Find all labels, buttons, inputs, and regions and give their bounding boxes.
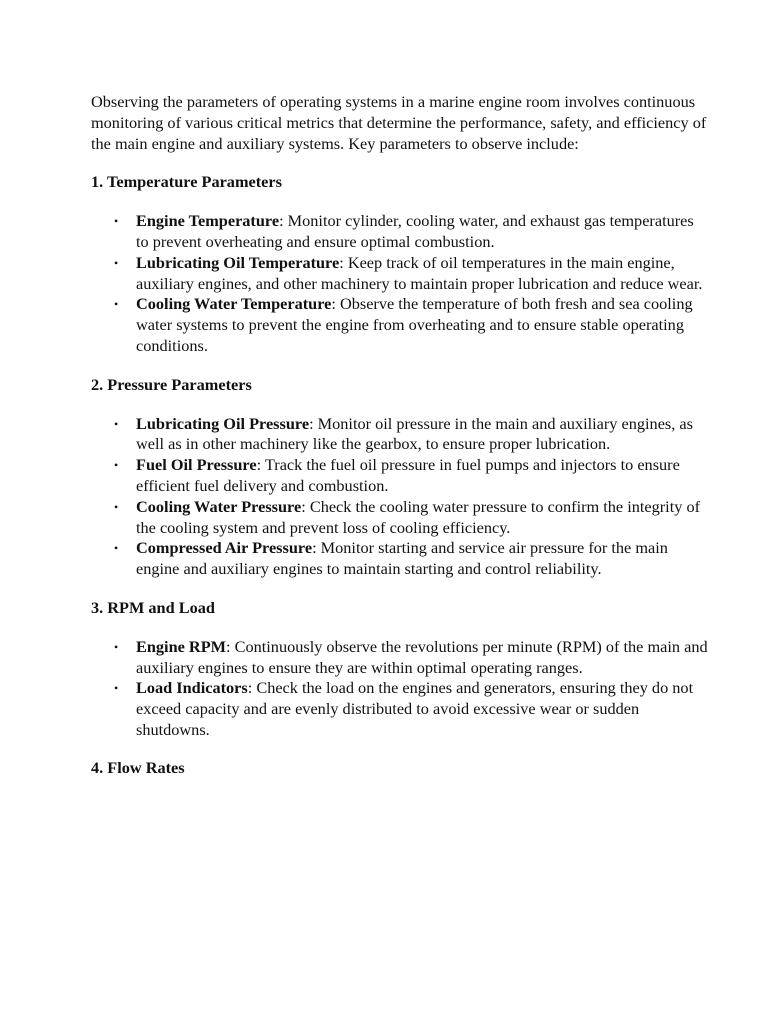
item-text: : Track the fuel oil pressure in fuel pumps and injectors to ensure efficient fuel delivery and combustion. [136, 455, 680, 495]
list-item [114, 678, 708, 740]
item-text: : Monitor cylinder, cooling water, and exhaust gas temperatures to prevent overheating and ensure optimal combustion. [136, 211, 694, 251]
list-item [114, 636, 708, 679]
bullet-icon: • [114, 541, 119, 556]
section-heading-rpm-load: 3. RPM and Load [91, 597, 215, 617]
list-item [114, 252, 708, 295]
item-text: : Check the load on the engines and generators, ensuring they do not exceed capacity and are evenly distributed to avoid excessive wear or sudden shutdowns. [136, 678, 694, 739]
section-heading-temperature: 1. Temperature Parameters [91, 172, 282, 192]
item-term: Engine RPM [136, 636, 227, 656]
item-text: : Check the cooling water pressure to confirm the integrity of the cooling system and prevent loss of cooling efficiency. [136, 496, 701, 537]
bullet-icon: • [114, 255, 119, 270]
bullet-icon: • [114, 297, 119, 312]
list-item [114, 496, 708, 539]
list-item [114, 455, 708, 497]
item-term: Load Indicators [136, 678, 248, 698]
item-text: : Keep track of oil temperatures in the main engine, auxiliary engines, and other machinery to maintain proper lubrication and reduce wear. [136, 252, 703, 293]
item-term: Lubricating Oil Pressure [136, 413, 310, 433]
item-term: Fuel Oil Pressure [136, 455, 257, 475]
temperature-list [91, 211, 708, 357]
item-text: : Monitor starting and service air pressure for the main engine and auxiliary engines to maintain starting and control reliability. [136, 538, 668, 579]
item-term: Cooling Water Pressure [136, 496, 302, 516]
item-term: Engine Temperature [136, 211, 280, 231]
item-text: : Monitor oil pressure in the main and auxiliary engines, as well as in other machinery like the gearbox, to ensure proper lubrication. [136, 413, 693, 454]
list-item [114, 413, 708, 456]
item-term: Cooling Water Temperature [136, 294, 332, 314]
list-item [114, 538, 708, 580]
bullet-icon: • [114, 416, 119, 431]
rpm-load-list [91, 637, 708, 741]
pressure-list [91, 414, 708, 580]
item-text: : Continuously observe the revolutions per minute (RPM) of the main and auxiliary engines to ensure they are within optimal operating ranges. [136, 636, 708, 677]
bullet-icon: • [114, 639, 119, 654]
bullet-icon: • [114, 214, 119, 229]
bullet-icon: • [114, 458, 119, 473]
bullet-icon: • [114, 499, 119, 514]
item-term: Compressed Air Pressure [136, 538, 313, 558]
bullet-icon: • [114, 681, 119, 696]
section-heading-flow-rates: 4. Flow Rates [91, 757, 185, 777]
intro-paragraph: Observing the parameters of operating systems in a marine engine room involves continuous monitoring of various critical metrics that determine the performance, safety, and efficiency of the main engine and auxiliary systems. Key parameters to observe include: [91, 92, 707, 153]
list-item [114, 211, 708, 253]
item-term: Lubricating Oil Temperature [136, 252, 340, 272]
section-heading-pressure: 2. Pressure Parameters [91, 374, 252, 394]
list-item [114, 294, 708, 356]
item-text: : Observe the temperature of both fresh and sea cooling water systems to prevent the engine from overheating and to ensure stable operating conditions. [136, 294, 693, 355]
